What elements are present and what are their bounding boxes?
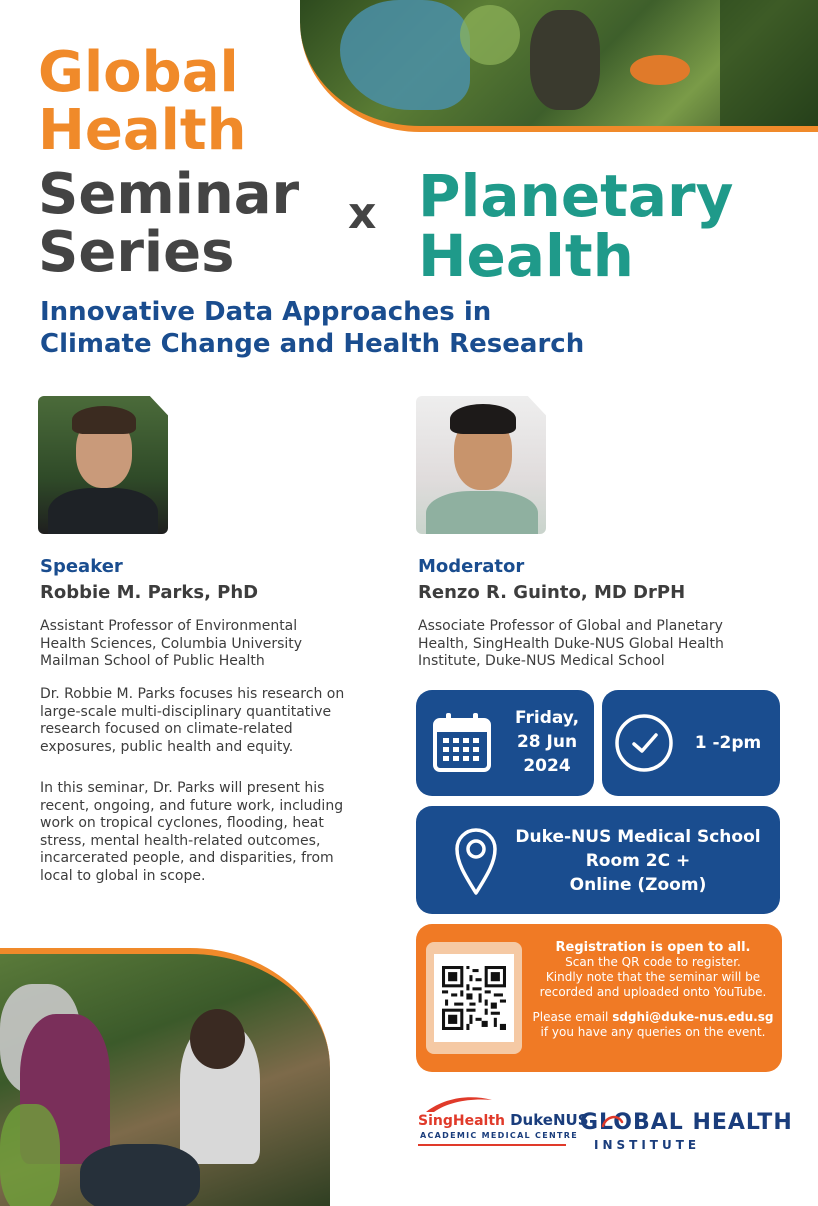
qr-frame (426, 942, 522, 1054)
seminar-line: stress, mental health-related outcomes, (40, 832, 321, 849)
speaker-affiliation-line: Health Sciences, Columbia University (40, 635, 303, 652)
venue-line: Room 2C + (585, 851, 691, 871)
qr-code-icon[interactable] (434, 954, 514, 1042)
speaker-affiliation-line: Assistant Professor of Environmental (40, 618, 298, 634)
header-photo (300, 0, 818, 132)
email-link[interactable]: sdghi@duke-nus.edu.sg (612, 1010, 774, 1024)
speaker-affiliation-line: Mailman School of Public Health (40, 653, 265, 669)
globe-icon (600, 1112, 624, 1136)
location-pin-icon (454, 826, 498, 896)
speaker-bio-line: exposures, public health and equity. (40, 738, 294, 755)
seminar-line: work on tropical cyclones, flooding, heat (40, 815, 324, 831)
event-date (504, 706, 590, 778)
title-planetary: Planetary (418, 162, 734, 230)
email-prefix: Please email (532, 1010, 613, 1024)
singhealth-text: SingHealth (418, 1113, 505, 1129)
title-x: x (348, 188, 377, 239)
amc-text: ACADEMIC MEDICAL CENTRE (420, 1131, 578, 1140)
speaker-affiliation (40, 618, 390, 671)
venue-box (416, 806, 780, 914)
title-planetary-health: Health (418, 222, 634, 290)
speaker-bio (40, 686, 390, 756)
email-suffix: if you have any queries on the event. (540, 1025, 766, 1039)
moderator-name: Renzo R. Guinto, MD DrPH (418, 582, 686, 603)
seminar-line: recent, ongoing, and future work, including (40, 797, 344, 814)
logo-underline (418, 1144, 566, 1146)
calendar-icon (432, 712, 492, 774)
seminar-description (40, 780, 390, 885)
seminar-subtitle (40, 296, 780, 360)
date-line: 2024 (523, 756, 571, 776)
moderator-photo (416, 396, 546, 534)
registration-line: Scan the QR code to register. (565, 955, 741, 969)
email-line (532, 1010, 774, 1025)
moderator-affiliation-line: Associate Professor of Global and Planetary (418, 618, 723, 634)
date-line: 28 Jun (516, 732, 578, 752)
moderator-affiliation-line: Institute, Duke-NUS Medical School (418, 653, 665, 669)
clock-icon (614, 713, 674, 773)
ghi-logo (580, 1110, 793, 1160)
ghi-text: GLOBAL HEALTH (580, 1110, 793, 1135)
speaker-photo (38, 396, 168, 534)
seminar-line: local to global in scope. (40, 867, 206, 884)
registration-info (532, 940, 774, 1040)
registration-line: recorded and uploaded onto YouTube. (539, 985, 767, 999)
seminar-line: In this seminar, Dr. Parks will present his (40, 780, 325, 796)
footer-photo (0, 948, 330, 1206)
title-health: Health (38, 98, 247, 163)
venue-line: Online (Zoom) (569, 875, 707, 895)
moderator-affiliation (418, 618, 798, 671)
event-time: 1 -2pm (694, 733, 762, 753)
subtitle-line-2: Climate Change and Health Research (40, 329, 585, 359)
dukenus-text: DukeNUS (510, 1111, 589, 1129)
title-seminar: Seminar (38, 162, 300, 227)
title-series: Series (38, 220, 235, 285)
registration-line: Kindly note that the seminar will be (545, 970, 761, 984)
moderator-role: Moderator (418, 556, 525, 577)
institute-text: INSTITUTE (594, 1138, 701, 1152)
date-line: Friday, (514, 708, 580, 728)
venue-line: Duke-NUS Medical School (515, 827, 761, 847)
speaker-role: Speaker (40, 556, 123, 577)
date-box (416, 690, 594, 796)
event-venue (508, 825, 768, 897)
time-box (602, 690, 780, 796)
seminar-line: incarcerated people, and disparities, from (40, 850, 334, 866)
speaker-bio-line: research focused on climate-related (40, 721, 293, 737)
registration-box (416, 924, 782, 1072)
subtitle-line-1: Innovative Data Approaches in (40, 297, 492, 327)
moderator-affiliation-line: Health, SingHealth Duke-NUS Global Health (418, 635, 724, 652)
singhealth-dukenus-logo (418, 1094, 589, 1158)
speaker-name: Robbie M. Parks, PhD (40, 582, 259, 603)
speaker-bio-line: Dr. Robbie M. Parks focuses his research on (40, 686, 345, 702)
speaker-bio-line: large-scale multi-disciplinary quantitative (40, 703, 332, 720)
registration-title: Registration is open to all. (555, 940, 751, 955)
title-global: Global (38, 40, 239, 105)
